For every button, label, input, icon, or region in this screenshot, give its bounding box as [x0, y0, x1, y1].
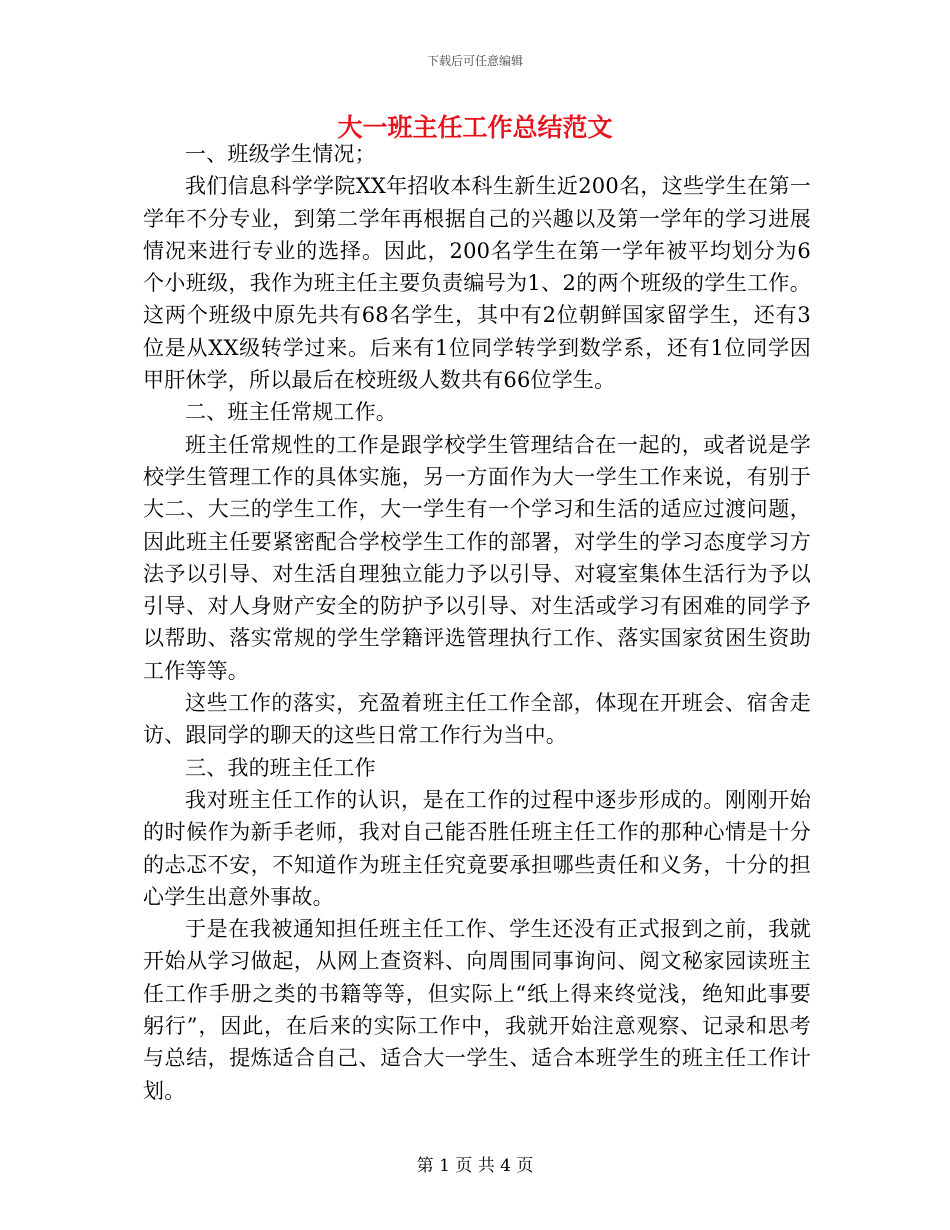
paragraph-class-situation: 我们信息科学学院XX年招收本科生新生近200名，这些学生在第一学年不分专业，到第二学年再根据自己的兴趣以及第一学年的学习进展情况来进行专业的选择。因此，200名学生在第一学年被平均划分为6个小班级，我作为班主任主要负责编号为1、2的两个班级的学生工作。这两个班级中原先共有68名学生，其中有2位朝鲜国家留学生，还有3位是从XX级转学过来。后来有1位同学转学到数学系，还有1位同学因甲肝休学，所以最后在校班级人数共有66位学生。 — [143, 174, 811, 393]
section-heading-class-situation: 一、班级学生情况； — [185, 142, 376, 166]
document-title: 大一班主任工作总结范文 — [337, 113, 613, 142]
page-footer: 第 1 页 共 4 页 — [416, 1156, 534, 1176]
paragraph-my-understanding: 我对班主任工作的认识，是在工作的过程中逐步形成的。刚刚开始的时候作为新手老师，我对自己能否胜任班主任工作的那种心情是十分的忐忑不安，不知道作为班主任究竟要承担哪些责任和义务，十分的担心学生出意外事故。 — [143, 787, 811, 909]
document-body — [143, 138, 811, 1107]
header-note: 下载后可任意编辑 — [426, 54, 523, 68]
paragraph-work-implementation: 这些工作的落实，充盈着班主任工作全部，体现在开班会、宿舍走访、跟同学的聊天的这些日常工作行为当中。 — [143, 691, 811, 748]
paragraph-preparation: 于是在我被通知担任班主任工作、学生还没有正式报到之前，我就开始从学习做起，从网上查资料、向周围同事询问、阅文秘家园读班主任工作手册之类的书籍等等，但实际上“纸上得来终觉浅，绝知此事要躬行”，因此，在后来的实际工作中，我就开始注意观察、记录和思考与总结，提炼适合自己、适合大一学生、适合本班学生的班主任工作计划。 — [143, 917, 811, 1103]
section-heading-my-work: 三、我的班主任工作 — [185, 755, 376, 780]
section-heading-routine-work: 二、班主任常规工作。 — [185, 400, 397, 425]
paragraph-routine-work: 班主任常规性的工作是跟学校学生管理结合在一起的，或者说是学校学生管理工作的具体实施，另一方面作为大一学生工作来说，有别于大二、大三的学生工作，大一学生有一个学习和生活的适应过渡问题，因此班主任要紧密配合学校学生工作的部署，对学生的学习态度学习方法予以引导、对生活自理独立能力予以引导、对寝室集体生活行为予以引导、对人身财产安全的防护予以引导、对生活或学习有困难的同学予以帮助、落实常规的学生学籍评选管理执行工作、落实国家贫困生资助工作等等。 — [143, 432, 811, 683]
